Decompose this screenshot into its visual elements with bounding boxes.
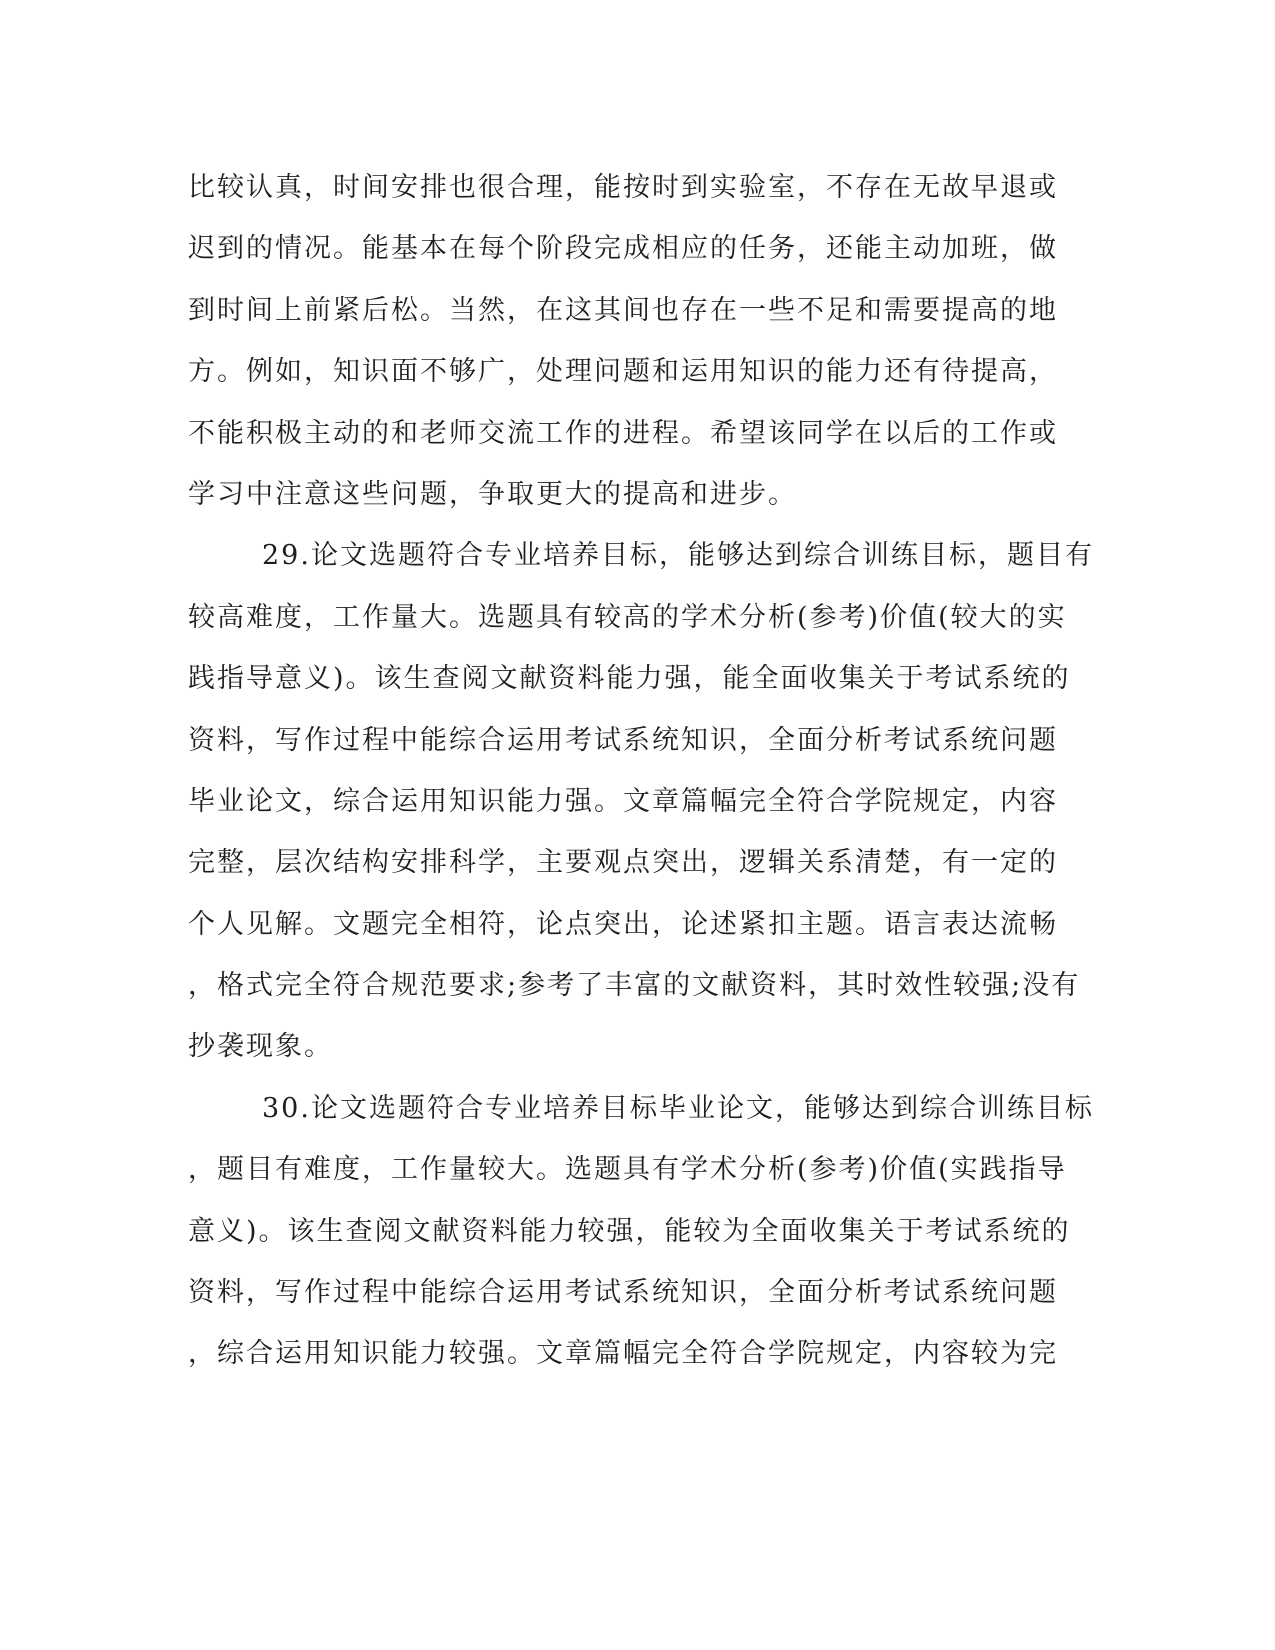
text-line: ，综合运用知识能力较强。文章篇幅完全符合学院规定，内容较为完 [188,1338,1058,1370]
text-line: 意义)。该生查阅文献资料能力较强，能较为全面收集关于考试系统的 [188,1215,1071,1247]
text-line: 不能积极主动的和老师交流工作的进程。希望该同学在以后的工作或 [188,417,1058,449]
text-line: 抄袭现象。 [188,1031,333,1063]
text-line: 方。例如，知识面不够广，处理问题和运用知识的能力还有待提高， [188,356,1058,388]
text-line: 资料，写作过程中能综合运用考试系统知识，全面分析考试系统问题 [188,724,1058,756]
paragraph-29-start: 29.论文选题符合专业培养目标，能够达到综合训练目标，题目有 [262,540,1094,572]
text-line: 完整，层次结构安排科学，主要观点突出，逻辑关系清楚，有一定的 [188,847,1058,879]
text-line: 毕业论文，综合运用知识能力强。文章篇幅完全符合学院规定，内容 [188,785,1058,817]
text-line: 个人见解。文题完全相符，论点突出，论述紧扣主题。语言表达流畅 [188,908,1058,940]
text-line: ，题目有难度，工作量较大。选题具有学术分析(参考)价值(实践指导 [188,1154,1067,1186]
text-line: 资料，写作过程中能综合运用考试系统知识，全面分析考试系统问题 [188,1277,1058,1309]
text-line: 比较认真，时间安排也很合理，能按时到实验室，不存在无故早退或 [188,172,1058,203]
text-line: 迟到的情况。能基本在每个阶段完成相应的任务，还能主动加班，做 [188,233,1058,265]
paragraph-30-start: 30.论文选题符合专业培养目标毕业论文，能够达到综合训练目标 [262,1092,1094,1124]
text-line: 学习中注意这些问题，争取更大的提高和进步。 [188,478,797,510]
text-line: 到时间上前紧后松。当然，在这其间也存在一些不足和需要提高的地 [188,294,1058,326]
text-line: ，格式完全符合规范要求;参考了丰富的文献资料，其时效性较强;没有 [188,970,1081,1002]
text-line: 践指导意义)。该生查阅文献资料能力强，能全面收集关于考试系统的 [188,663,1071,695]
body-text [188,157,1094,1385]
text-line: 较高难度，工作量大。选题具有较高的学术分析(参考)价值(较大的实 [188,601,1067,633]
